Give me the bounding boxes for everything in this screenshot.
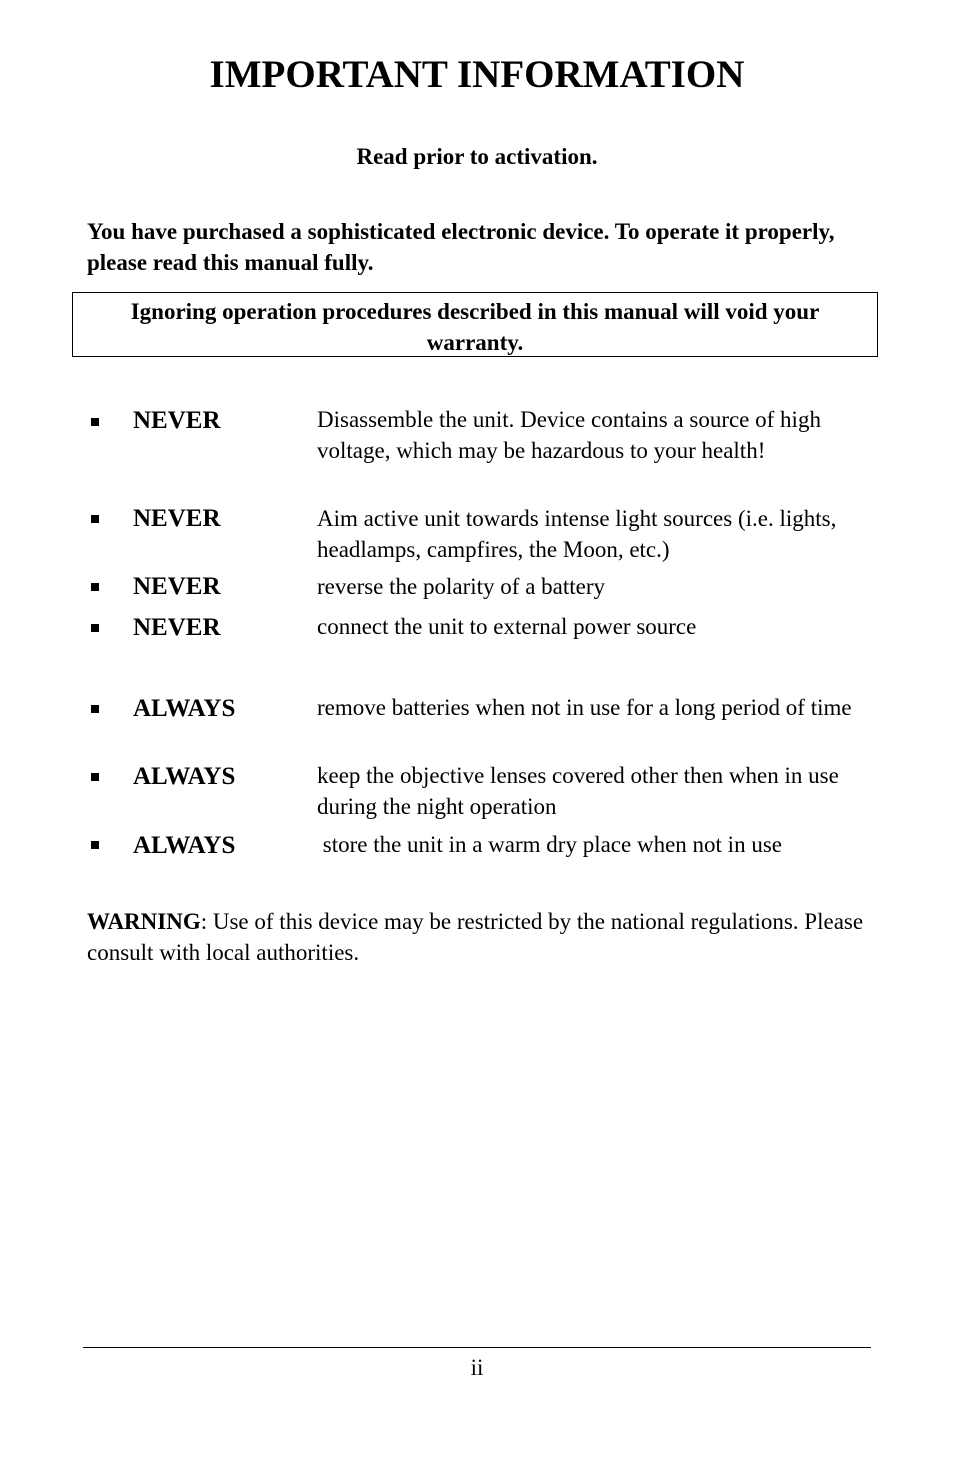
rule-text: Disassemble the unit. Device contains a source of high voltage, which may be hazardous to your health! <box>317 407 821 463</box>
bullet-icon <box>91 418 99 426</box>
footer-divider <box>83 1347 871 1348</box>
warranty-notice-box <box>72 292 878 357</box>
rule-keyword: NEVER <box>133 614 221 641</box>
warning-label: WARNING <box>87 909 201 934</box>
warning-paragraph <box>87 907 877 968</box>
intro-paragraph: You have purchased a sophisticated electronic device. To operate it properly, please read this manual fully. <box>87 219 835 275</box>
rule-text: reverse the polarity of a battery <box>317 574 606 599</box>
bullet-icon <box>91 624 99 632</box>
rule-text: connect the unit to external power source <box>317 614 697 639</box>
bullet-icon <box>91 841 99 849</box>
rule-keyword: ALWAYS <box>133 695 236 722</box>
bullet-icon <box>91 773 99 781</box>
page-number: ii <box>470 1355 484 1380</box>
bullet-icon <box>91 705 99 713</box>
rule-keyword: NEVER <box>133 505 221 532</box>
rule-keyword: NEVER <box>133 573 221 600</box>
rule-keyword: ALWAYS <box>133 763 236 790</box>
rule-keyword: NEVER <box>133 407 221 434</box>
subtitle: Read prior to activation. <box>356 144 598 169</box>
warranty-notice-text: Ignoring operation procedures described in this manual will void your warranty. <box>130 299 820 355</box>
page-title: IMPORTANT INFORMATION <box>209 53 745 96</box>
rule-text: keep the objective lenses covered other then when in use during the night operation <box>317 763 839 819</box>
bullet-icon <box>91 583 99 591</box>
warning-text: : Use of this device may be restricted by the national regulations. Please consult with local authorities. <box>87 909 864 965</box>
bullet-icon <box>91 515 99 523</box>
rule-text: Aim active unit towards intense light sources (i.e. lights, headlamps, campfires, the Moon, etc.) <box>317 506 837 562</box>
rule-text: store the unit in a warm dry place when not in use <box>317 832 782 857</box>
rule-text: remove batteries when not in use for a long period of time <box>317 695 852 720</box>
rule-keyword: ALWAYS <box>133 832 236 859</box>
